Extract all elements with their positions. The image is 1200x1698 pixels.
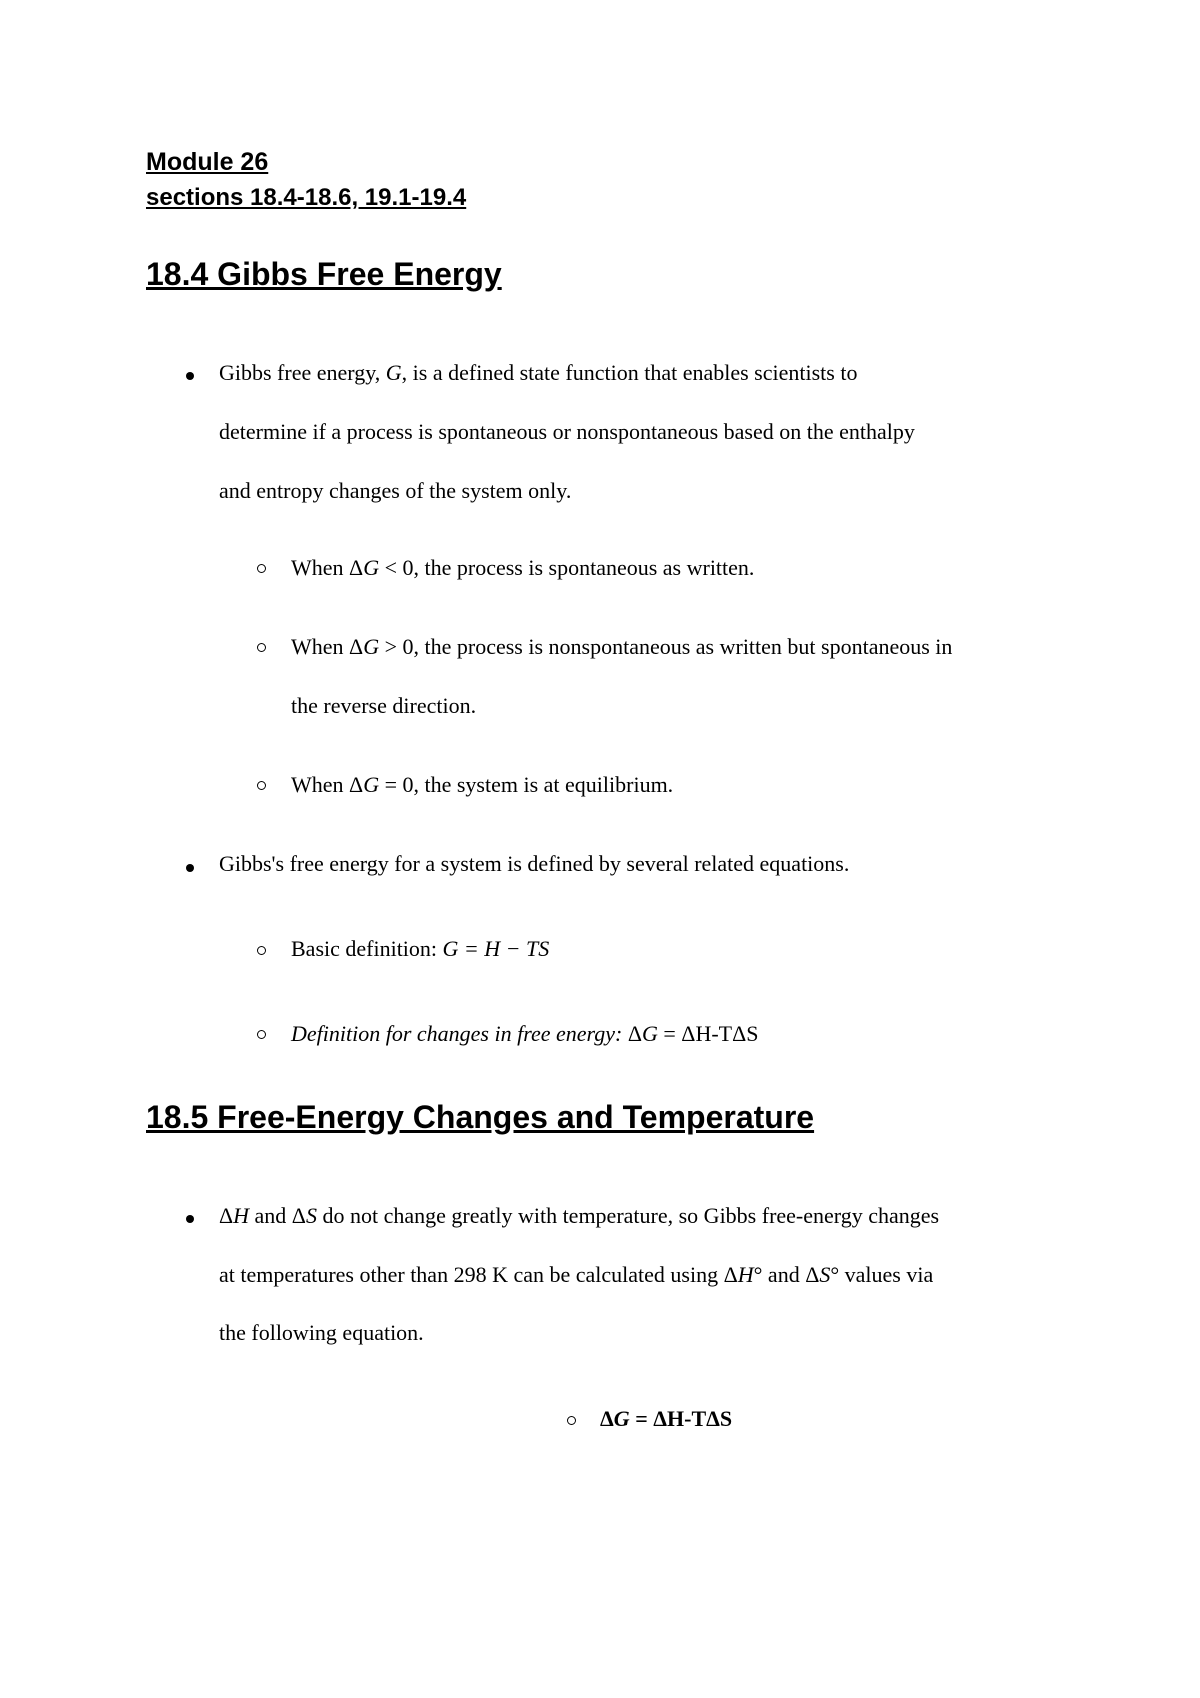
sub-bullet-icon xyxy=(567,1416,576,1425)
bullet-icon xyxy=(186,864,194,872)
variable: G xyxy=(385,360,402,385)
text: = ΔH-TΔS xyxy=(657,1021,759,1046)
variable: S xyxy=(305,1203,317,1228)
text: Definition for changes in free energy: xyxy=(291,1021,623,1046)
sub-bullet-icon xyxy=(257,1030,266,1039)
text: , is a defined state function that enables scientists to xyxy=(401,360,858,385)
paragraph-line: determine if a process is spontaneous or nonspontaneous based on the enthalpy xyxy=(219,419,915,444)
paragraph-line xyxy=(219,1203,939,1229)
sub-bullet-icon xyxy=(257,564,266,573)
section-18-4-heading: 18.4 Gibbs Free Energy xyxy=(146,256,502,292)
text: ° and Δ xyxy=(753,1262,820,1287)
sub-item xyxy=(291,555,754,581)
paragraph-line: Gibbs's free energy for a system is defined by several related equations. xyxy=(219,851,850,876)
text: ° values via xyxy=(830,1262,934,1287)
sub-bullet-icon xyxy=(257,946,266,955)
paragraph-line: the following equation. xyxy=(219,1320,424,1345)
sub-bullet-icon xyxy=(257,643,266,652)
sub-item xyxy=(291,1021,758,1047)
sub-bullet-icon xyxy=(257,781,266,790)
variable: G xyxy=(363,555,380,580)
sub-item xyxy=(291,634,952,660)
section-18-5-heading: 18.5 Free-Energy Changes and Temperature xyxy=(146,1099,815,1135)
centered-equation xyxy=(600,1406,732,1432)
variable: G xyxy=(613,1406,630,1431)
text: When Δ xyxy=(291,555,364,580)
text: Δ xyxy=(219,1203,234,1228)
bullet-icon xyxy=(186,1215,194,1223)
text: Gibbs free energy, xyxy=(219,360,386,385)
sub-item xyxy=(291,772,673,798)
text: and Δ xyxy=(249,1203,306,1228)
text: = 0, the system is at equilibrium. xyxy=(379,772,674,797)
bullet-icon xyxy=(186,372,194,380)
text: When Δ xyxy=(291,634,364,659)
text: at temperatures other than 298 K can be calculated using Δ xyxy=(219,1262,738,1287)
text: < 0, the process is spontaneous as written. xyxy=(379,555,755,580)
variable: H xyxy=(737,1262,754,1287)
sections-subtitle: sections 18.4-18.6, 19.1-19.4 xyxy=(146,184,467,211)
equation: G = H − TS xyxy=(442,936,550,961)
text: do not change greatly with temperature, so Gibbs free-energy changes xyxy=(316,1203,940,1228)
text: Δ xyxy=(600,1406,614,1431)
variable: S xyxy=(819,1262,831,1287)
text: Basic definition: xyxy=(291,936,443,961)
module-title: Module 26 xyxy=(146,148,269,176)
text: When Δ xyxy=(291,772,364,797)
text: Δ xyxy=(622,1021,642,1046)
variable: H xyxy=(233,1203,250,1228)
sub-item xyxy=(291,936,549,962)
text: > 0, the process is nonspontaneous as written but spontaneous in xyxy=(379,634,953,659)
paragraph-line xyxy=(219,1262,933,1288)
sub-item-continuation: the reverse direction. xyxy=(291,693,477,718)
variable: G xyxy=(642,1021,658,1046)
variable: G xyxy=(363,772,380,797)
paragraph-line: and entropy changes of the system only. xyxy=(219,478,572,503)
variable: G xyxy=(363,634,380,659)
paragraph-line xyxy=(219,360,857,386)
text: = ΔH-TΔS xyxy=(629,1406,733,1431)
